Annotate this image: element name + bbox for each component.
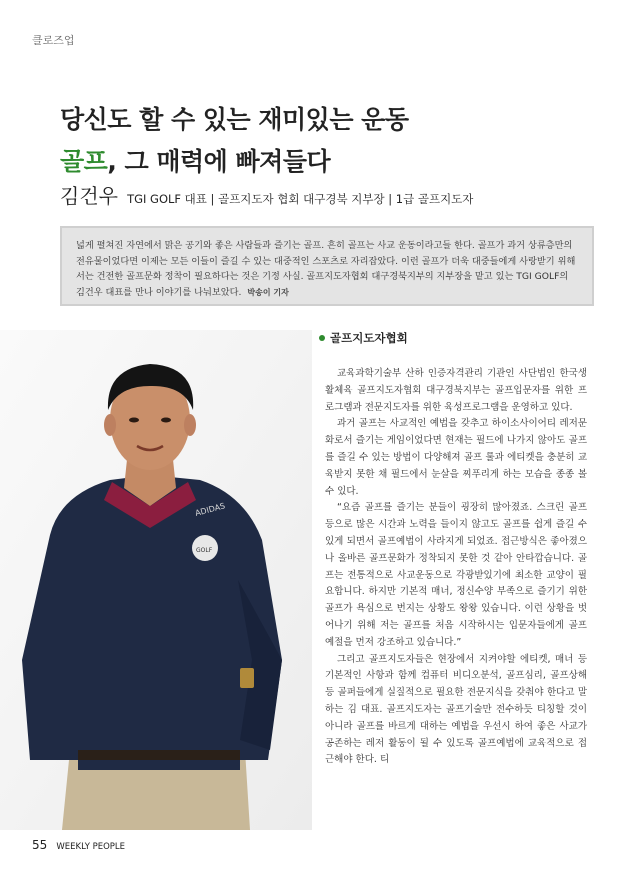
- portrait-photo: [0, 330, 312, 830]
- interviewee-name: 김건우: [60, 184, 118, 208]
- summary-box: [60, 226, 594, 306]
- magazine-name: WEEKLY PEOPLE: [56, 842, 126, 852]
- byline: [60, 180, 473, 209]
- section-title: 골프지도자협회: [330, 331, 408, 345]
- shirt-logo: ADIDAS: [194, 501, 227, 518]
- right-ear: [184, 414, 196, 436]
- subhead-keyword: 골프: [60, 147, 108, 176]
- body-paragraph: 그리고 골프지도자들은 현장에서 지켜야할 에티켓, 매너 등 기본적인 사항과 함께 컴퓨터 비디오분석, 골프심리, 골프상해 등 골퍼들에게 실질적으로 필요한 전문지식을 갖춰야 한다고 말하는 김 대표. 골프지도자는 골프기술만 전수하듯 티칭할 것이 아니라 골프를 바르게 대하는 예법을 우선시 하여 좋은 사교가 공존하는 레저 활동이 될 수 있도록 골프예법에 교육적으로 접근해야 한다. 티: [325, 653, 587, 766]
- wristwatch: [240, 668, 254, 688]
- belt: [78, 750, 240, 760]
- green-bullet-icon: [319, 335, 325, 341]
- section-heading: [319, 330, 587, 346]
- crest-text: GOLF: [196, 547, 213, 554]
- reporter-credit: 박송이 기자: [247, 287, 289, 297]
- section-label: 클로즈업: [32, 34, 75, 47]
- summary-text: 넓게 펼쳐진 자연에서 맑은 공기와 좋은 사람들과 즐기는 골프. 흔히 골프는 사교 운동이라고들 한다. 골프가 과거 상류층만의 전유물이었다면 이제는 모든 이들이 즐길 수 있는 대중적인 스포츠로 자리잡았다. 이런 골프가 더욱 대중들에게 사랑받기 위해서는 건전한 골프문화 정착이 필요하다는 것은 기정 사실. 골프지도자협회 대구경북지부의 지부장을 맡고 있는 TGI GOLF의 김건우 대표를 만나 이야기를 나눠보았다.: [76, 240, 576, 298]
- page-footer: [32, 834, 125, 853]
- subhead-rest: , 그 매력에 빠져들다: [107, 147, 331, 176]
- left-ear: [104, 414, 116, 436]
- interviewee-affiliation: TGI GOLF 대표 | 골프지도자 협회 대구경북 지부장 | 1급 골프지도자: [127, 192, 474, 206]
- left-eye: [129, 418, 139, 423]
- page-number: 55: [32, 838, 48, 852]
- body-paragraph: 교육과학기술부 산하 인증자격관리 기관인 사단법인 한국생활체육 골프지도자협회 대구경북지부는 골프입문자를 위한 프로그램과 전문지도자를 위한 육성프로그램을 운영하고 있다.: [325, 368, 587, 413]
- body-paragraph: “요즘 골프를 즐기는 분들이 굉장히 많아졌죠. 스크린 골프 등으로 많은 시간과 노력을 들이지 않고도 골프를 쉽게 즐길 수 있게 되면서 골프예법이 사라지게 되었죠. 접근방식은 좋아졌으나 올바른 골프문화가 정착되지 못한 것 같아 안타깝습니다. 골프는 전통적으로 사교운동으로 각광받있기에 최소한 교양이 필요합니다. 하지만 기본적 매너, 정신수양 부족으로 즐기기 위한 골프가 욕심으로 번지는 상황도 왕왕 있습니다. 이런 상황을 벗어나기 위해 저는 골프를 처음 시작하시는 입문자들에게 골프 예절을 먼저 강조하고 있습니다.”: [325, 502, 587, 648]
- right-eye: [161, 418, 171, 423]
- subhead: [60, 142, 330, 178]
- article-column: [325, 330, 587, 769]
- headline: 당신도 할 수 있는 재미있는 운동: [60, 105, 409, 134]
- body-paragraph: 과거 골프는 사교적인 예법을 갖추고 하이소사이어티 레저문화로서 즐기는 게임이었다면 현재는 필드에 나가지 않아도 골프를 즐길 수 있는 방법이 다양해져 골프 룰과 에티켓을 충분히 교육받지 못한 채 필드에서 눈살을 찌푸리게 하는 모습을 종종 볼 수 있다.: [325, 418, 587, 497]
